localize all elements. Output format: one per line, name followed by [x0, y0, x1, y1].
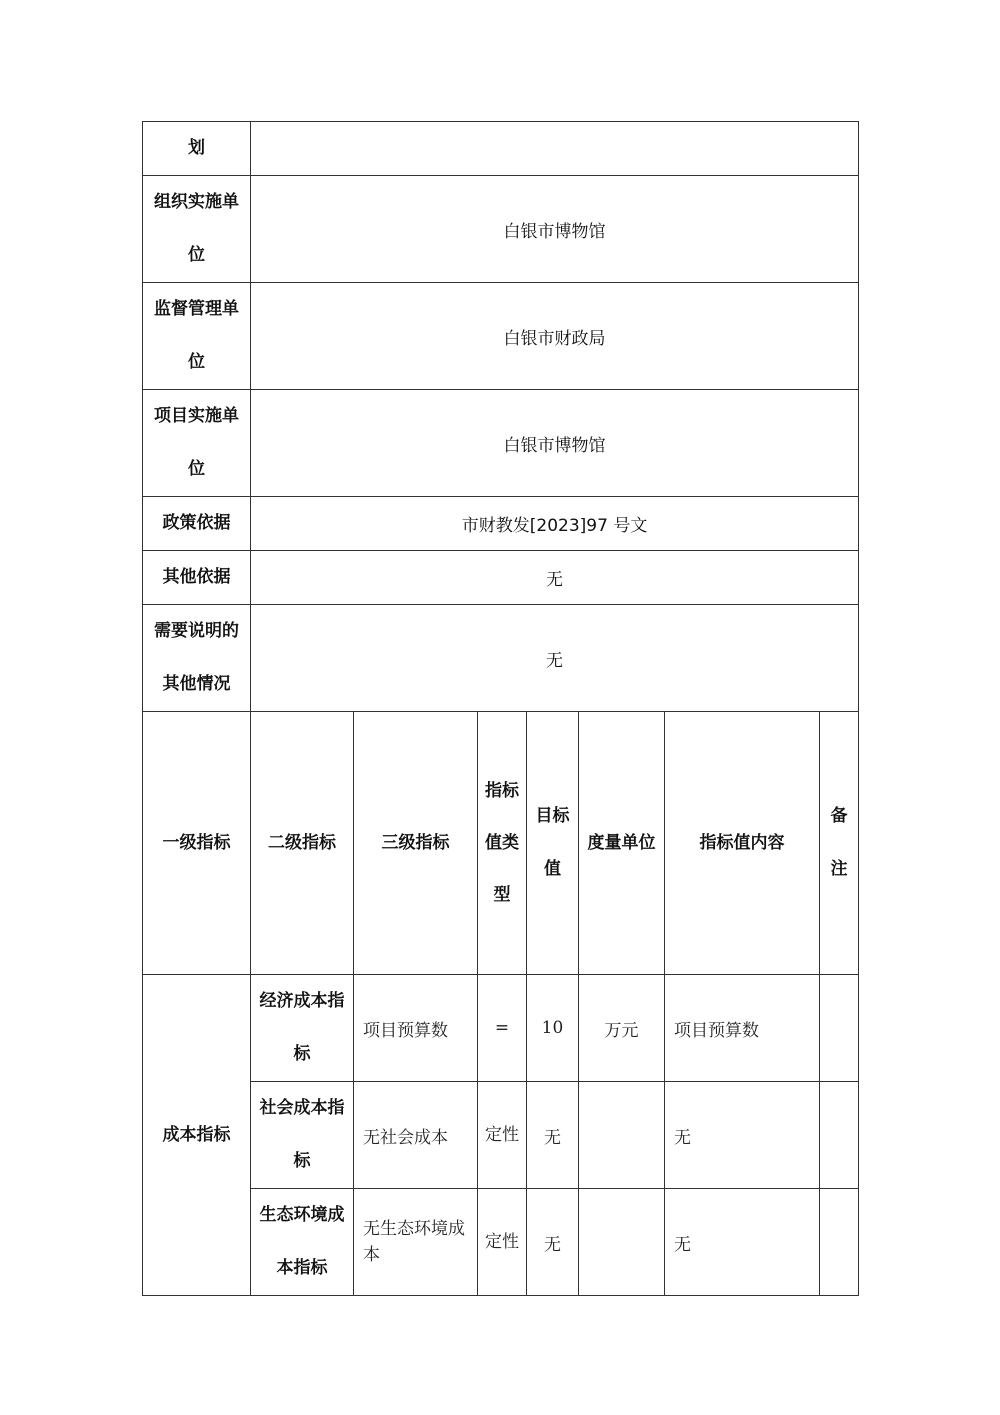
target-cell: 无 [527, 1189, 579, 1296]
row-label: 其他依据 [143, 551, 251, 605]
row-value: 白银市博物馆 [251, 176, 859, 283]
remark-cell [820, 1082, 859, 1189]
table-row [143, 122, 859, 176]
unit-cell [579, 1082, 665, 1189]
header-content: 指标值内容 [665, 712, 820, 975]
content-cell: 无 [665, 1189, 820, 1296]
header-level1: 一级指标 [143, 712, 251, 975]
value-type-cell: = [478, 975, 527, 1082]
row-label: 项目实施单位 [143, 390, 251, 497]
table-row [143, 390, 859, 497]
table-row [143, 283, 859, 390]
target-cell: 10 [527, 975, 579, 1082]
value-type-cell: 定性 [478, 1189, 527, 1296]
table-row [143, 605, 859, 712]
table-row [143, 975, 859, 1082]
row-value: 白银市财政局 [251, 283, 859, 390]
row-value: 无 [251, 551, 859, 605]
unit-cell [579, 1189, 665, 1296]
header-target: 目标值 [527, 712, 579, 975]
remark-cell [820, 1189, 859, 1296]
table-row [143, 176, 859, 283]
row-value [251, 122, 859, 176]
row-label: 需要说明的其他情况 [143, 605, 251, 712]
level2-cell: 经济成本指标 [251, 975, 354, 1082]
table-row [143, 1189, 859, 1296]
row-value: 无 [251, 605, 859, 712]
level2-cell: 生态环境成本指标 [251, 1189, 354, 1296]
table-row [143, 1082, 859, 1189]
table-row [143, 551, 859, 605]
header-value-type: 指标值类型 [478, 712, 527, 975]
cost-level1-label: 成本指标 [143, 975, 251, 1296]
row-label: 组织实施单位 [143, 176, 251, 283]
table-row [143, 497, 859, 551]
row-label: 划 [143, 122, 251, 176]
header-level3: 三级指标 [354, 712, 478, 975]
indicator-header-row [143, 712, 859, 975]
target-cell: 无 [527, 1082, 579, 1189]
level3-cell: 无社会成本 [354, 1082, 478, 1189]
value-type-cell: 定性 [478, 1082, 527, 1189]
remark-cell [820, 975, 859, 1082]
content-cell: 项目预算数 [665, 975, 820, 1082]
row-value: 白银市博物馆 [251, 390, 859, 497]
level3-cell: 项目预算数 [354, 975, 478, 1082]
content-cell: 无 [665, 1082, 820, 1189]
unit-cell: 万元 [579, 975, 665, 1082]
header-remark: 备注 [820, 712, 859, 975]
header-level2: 二级指标 [251, 712, 354, 975]
level3-cell: 无生态环境成本 [354, 1189, 478, 1296]
project-info-table [142, 121, 859, 1296]
row-label: 政策依据 [143, 497, 251, 551]
row-value: 市财教发[2023]97 号文 [251, 497, 859, 551]
row-label: 监督管理单位 [143, 283, 251, 390]
header-unit: 度量单位 [579, 712, 665, 975]
level2-cell: 社会成本指标 [251, 1082, 354, 1189]
